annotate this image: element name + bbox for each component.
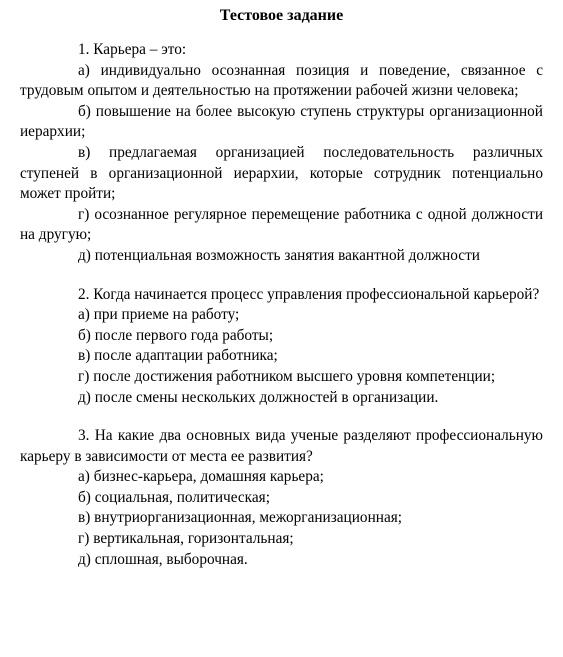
answer-option: д) потенциальная возможность занятия вакантной должности bbox=[78, 246, 480, 264]
answer-option: д) сплошная, выборочная. bbox=[78, 550, 248, 568]
answer-option: в) после адаптации работника; bbox=[78, 347, 278, 365]
answer-option: г) осознанное регулярное перемещение работника с одной должности на другую; bbox=[20, 205, 543, 244]
question-text: 3. На какие два основных вида ученые разделяют профессиональную карьеру в зависимости от места ее развития? bbox=[20, 427, 543, 465]
question-text: 1. Карьера – это: bbox=[78, 41, 187, 58]
question-text: 2. Когда начинается процесс управления профессиональной карьерой? bbox=[78, 285, 540, 303]
answer-option: б) повышение на более высокую ступень структуры организационной иерархии; bbox=[20, 102, 543, 141]
answer-option: в) предлагаемая организацией последовательность различных ступеней в организационной иерархии, которые сотрудник потенциально может пройти; bbox=[20, 143, 543, 203]
answer-option: г) вертикальная, горизонтальная; bbox=[78, 530, 294, 548]
answer-option: г) после достижения работником высшего уровня компетенции; bbox=[78, 367, 496, 385]
question-3 bbox=[20, 426, 543, 570]
document-title: Тестовое задание bbox=[219, 7, 344, 24]
question-1 bbox=[20, 40, 543, 267]
answer-option: б) социальная, политическая; bbox=[78, 488, 270, 506]
answer-option: а) индивидуально осознанная позиция и поведение, связанное с трудовым опытом и деятельностью на протяжении рабочей жизни человека; bbox=[20, 61, 543, 100]
answer-option: а) при приеме на работу; bbox=[78, 306, 240, 324]
answer-option: д) после смены нескольких должностей в организации. bbox=[78, 388, 439, 406]
answer-option: в) внутриорганизационная, межорганизационная; bbox=[78, 509, 403, 527]
question-2 bbox=[20, 285, 543, 409]
answer-option: а) бизнес-карьера, домашняя карьера; bbox=[78, 468, 324, 486]
answer-option: б) после первого года работы; bbox=[78, 326, 274, 344]
